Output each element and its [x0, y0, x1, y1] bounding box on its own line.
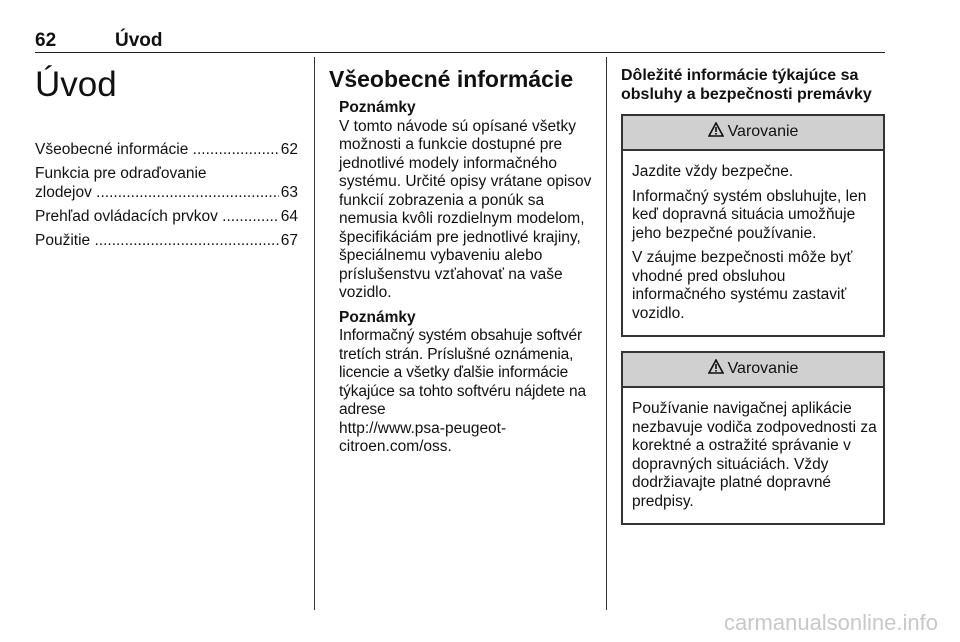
header-rule: [35, 52, 885, 53]
toc-entry-label: Použitie .....: [35, 232, 279, 251]
toc-entry[interactable]: [35, 232, 298, 251]
note-block: [329, 99, 597, 303]
column-toc: [35, 57, 298, 256]
column-general-info: [329, 57, 597, 463]
warning-paragraph: Používanie navigačnej aplikácie nezbavuje vodiča zodpovednosti za korektné a ostražité správanie v dopravných situáciách. Vždy dodržiavajte platné dopravné predpisy.: [632, 400, 877, 510]
note-block: [329, 309, 597, 457]
warning-triangle-icon: [708, 122, 724, 143]
chapter-title: Úvod: [35, 65, 117, 104]
column-divider-1: [314, 57, 315, 610]
toc-entry[interactable]: [35, 141, 298, 160]
warning-header: [623, 116, 883, 151]
toc-entry[interactable]: [35, 208, 298, 227]
warning-paragraph: V záujme bezpečnosti môže byť vhodné pred obsluhou informačného systému zastaviť vozidlo.: [632, 249, 853, 322]
toc-entry-page: 63: [280, 183, 298, 201]
table-of-contents: [35, 141, 298, 250]
warning-triangle-icon: [708, 359, 724, 380]
note-url-line1[interactable]: http://www.psa-peugeot-: [339, 419, 507, 437]
note-label: Poznámky: [339, 308, 416, 326]
note-url-line2[interactable]: citroen.com/oss.: [339, 438, 452, 455]
section-heading: [621, 67, 885, 104]
toc-entry-page: 64: [280, 207, 298, 225]
toc-entry-page: 67: [280, 231, 298, 249]
warning-body: [623, 388, 883, 523]
warning-label: Varovanie: [727, 360, 799, 378]
section-heading-line1: Dôležité informácie týkajúce sa: [621, 67, 859, 84]
warning-box: [621, 114, 885, 337]
warning-box: [621, 351, 885, 525]
toc-entry[interactable]: [35, 165, 298, 202]
toc-entry-label-line1: Funkcia pre odraďovanie: [35, 165, 207, 182]
warning-label: Varovanie: [727, 123, 799, 141]
toc-entry-label: Všeobecné informácie .....: [35, 141, 279, 160]
note-label: Poznámky: [339, 99, 416, 116]
note-text: Informačný systém obsahuje softvér tretích strán. Príslušné oznámenia, licencie a všetky ďalšie informácie týkajúce sa tohto softvéru nájdete na adrese: [339, 327, 586, 418]
note-text: V tomto návode sú opísané všetky možnosti a funkcie dostupné pre jednotlivé modely informačného systému. Určité opisy vrátane opisov funkcií zobrazenia a ponúk sa nemusia kvôli rozdielnym modelom, špecifikáciám pre jednotlivé krajiny, špeciálnemu vybaveniu alebo príslušenstvu vzťahovať na vaše vozidlo.: [339, 117, 592, 301]
column-safety: [621, 57, 885, 539]
warning-paragraph: Informačný systém obsluhujte, len keď dopravná situácia umožňuje jeho bezpečné používanie.: [632, 187, 867, 242]
watermark: carmanualsonline.info: [723, 610, 938, 635]
toc-entry-page: 62: [280, 141, 298, 158]
column-divider-2: [606, 57, 607, 610]
page-number: 62: [35, 30, 57, 51]
section-heading: Všeobecné informácie: [329, 66, 574, 92]
toc-entry-label: Prehľad ovládacích prvkov .....: [35, 208, 279, 227]
section-heading-line2: obsluhy a bezpečnosti premávky: [621, 85, 872, 103]
page-header: [35, 30, 885, 52]
warning-header: [623, 353, 883, 388]
warning-body: [623, 151, 883, 335]
warning-paragraph: Jazdite vždy bezpečne.: [632, 163, 794, 180]
toc-entry-label: zlodejov .....: [35, 184, 279, 203]
header-title: Úvod: [115, 30, 163, 51]
